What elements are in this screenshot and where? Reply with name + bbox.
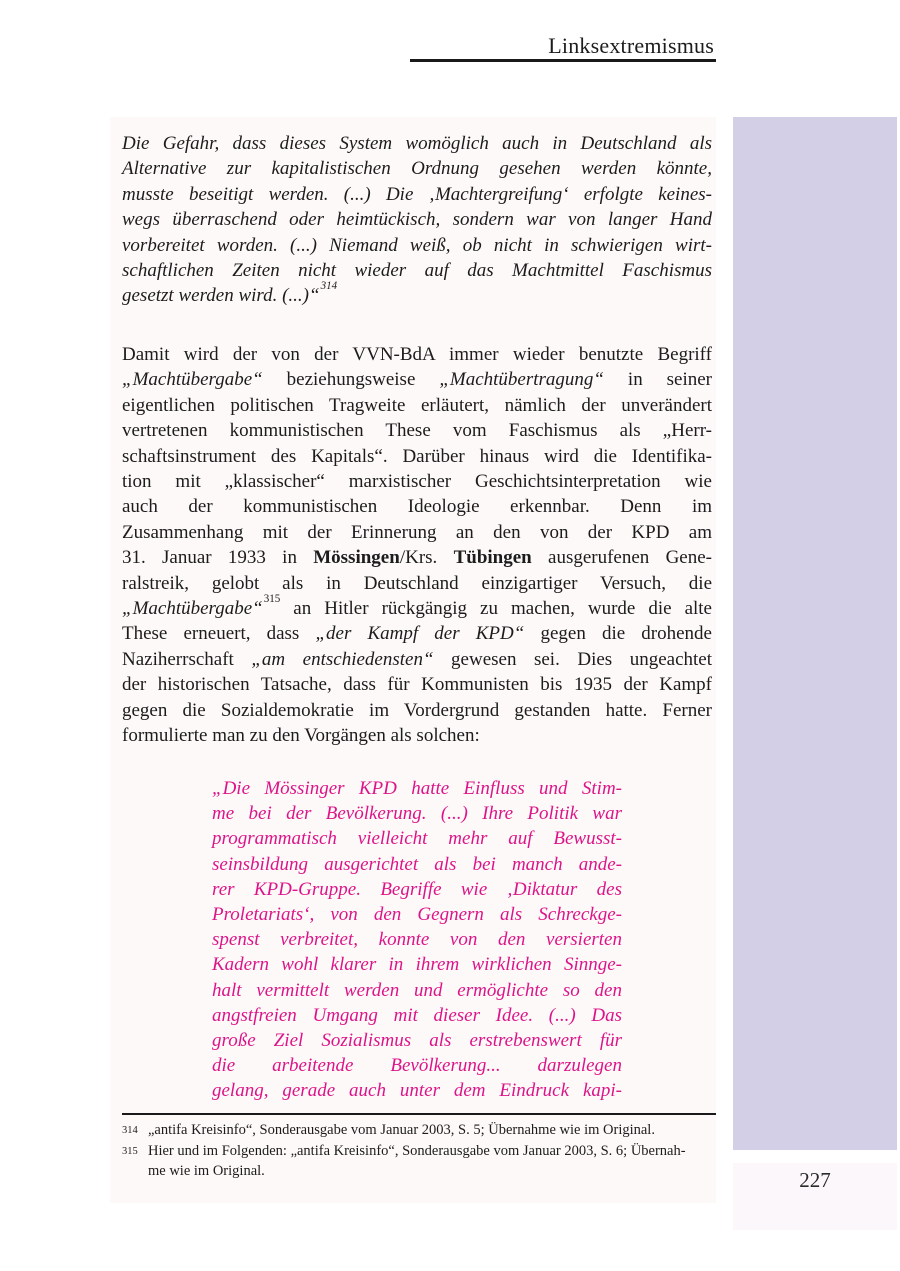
text-line: These erneuert, dass „der Kampf der KPD“ gegen die drohende [122, 623, 712, 645]
footnote-item [122, 1120, 716, 1141]
text-line: „antifa Kreisinfo“, Sonderausgabe vom Januar 2003, S. 5; Übernahme wie im Original. [148, 1122, 655, 1138]
text-line: programmatisch vielleicht mehr auf Bewusst- [212, 828, 622, 850]
text-line: me bei der Bevölkerung. (...) Ihre Politik war [212, 803, 622, 825]
text-line: musste beseitigt werden. (...) Die ‚Machtergreifung‘ erfolgte keines- [122, 183, 712, 205]
text-line: vorbereitet worden. (...) Niemand weiß, ob nicht in schwierigen wirt- [122, 234, 712, 256]
text-line: Kadern wohl klarer in ihrem wirklichen Sinnge- [212, 954, 622, 976]
text-line: Alternative zur kapitalistischen Ordnung gesehen werden könnte, [122, 158, 712, 180]
text-line: Proletariats‘, von den Gegnern als Schreckge- [212, 904, 622, 926]
text-line: gelang, gerade auch unter dem Eindruck kapi- [212, 1080, 622, 1102]
text-line: „Machtübergabe“ beziehungsweise „Machtübertragung“ in seiner [122, 369, 712, 391]
text-line: vertretenen kommunistischen These vom Faschismus als „Herr- [122, 420, 712, 442]
text-line: schaftlichen Zeiten nicht wieder auf das Machtmittel Faschismus [122, 260, 712, 282]
sidebar-accent-band [733, 117, 897, 1150]
text-line: „Machtübergabe“$^{315}$ an Hitler rückgängig zu machen, wurde die alte [122, 592, 712, 620]
footnote-rule-divider [122, 1113, 716, 1115]
text-line: der historischen Tatsache, dass für Kommunisten bis 1935 der Kampf [122, 674, 712, 696]
text-line: „Die Mössinger KPD hatte Einfluss und Stim- [212, 778, 622, 799]
footnote-text [148, 1120, 716, 1141]
text-line: wegs überraschend oder heimtückisch, sondern war von langer Hand [122, 209, 712, 231]
header-rule-divider [410, 59, 716, 62]
page-header-title: Linksextremismus [548, 33, 714, 58]
text-line: formulierte man zu den Vorgängen als solchen: [122, 725, 480, 747]
text-line: halt vermittelt werden und ermöglichte so den [212, 979, 622, 1001]
text-line: me wie im Original. [148, 1163, 265, 1179]
text-line: große Ziel Sozialismus als erstrebenswert für [212, 1030, 622, 1052]
text-line: eigentlichen politischen Tragweite erläutert, nämlich der unverändert [122, 394, 712, 416]
text-line: ralstreik, gelobt als in Deutschland einzigartiger Versuch, die [122, 572, 712, 594]
text-line: angstfreien Umgang mit dieser Idee. (...) Das [212, 1004, 622, 1026]
page-number-block [733, 1163, 897, 1230]
text-line: gesetzt werden wird. (...)“$^{314}$ [122, 280, 338, 307]
text-line: 31. Januar 1933 in Mössingen/Krs. Tübingen ausgerufenen Gene- [122, 547, 712, 569]
text-line: rer KPD-Gruppe. Begriffe wie ‚Diktatur des [212, 878, 622, 900]
intro-quote-paragraph [122, 131, 712, 309]
pink-quote-paragraph [212, 776, 622, 1104]
text-line: Zusammenhang mit der Erinnerung an den von der KPD am [122, 521, 712, 543]
text-line: schaftsinstrument des Kapitals“. Darüber hinaus wird die Identifika- [122, 445, 712, 467]
text-line: tion mit „klassischer“ marxistischer Geschichtsinterpretation wie [122, 471, 712, 493]
footnote-marker: 314 [122, 1125, 138, 1136]
footnotes-section [122, 1120, 716, 1181]
text-line: gegen die Sozialdemokratie im Vordergrund gestanden hatte. Ferner [122, 699, 712, 721]
text-line: spenst verbreitet, konnte von den versierten [212, 929, 622, 951]
footnote-item [122, 1141, 716, 1181]
text-line: Damit wird der von der VVN-BdA immer wieder benutzte Begriff [122, 344, 712, 365]
text-line: die arbeitende Bevölkerung... darzulegen [212, 1055, 622, 1077]
footnote-text [148, 1141, 716, 1181]
text-line: auch der kommunistischen Ideologie erkennbar. Denn im [122, 496, 712, 518]
text-line: seinsbildung ausgerichtet als bei manch ande- [212, 853, 622, 875]
footnote-marker: 315 [122, 1146, 138, 1157]
body-paragraph [122, 342, 712, 749]
text-line: Naziherrschaft „am entschiedensten“ gewesen sei. Dies ungeachtet [122, 648, 712, 670]
text-line: Die Gefahr, dass dieses System womöglich auch in Deutschland als [122, 133, 712, 154]
page-number: 227 [799, 1168, 831, 1192]
text-line: Hier und im Folgenden: „antifa Kreisinfo“, Sonderausgabe vom Januar 2003, S. 6; Übernah- [148, 1143, 686, 1159]
